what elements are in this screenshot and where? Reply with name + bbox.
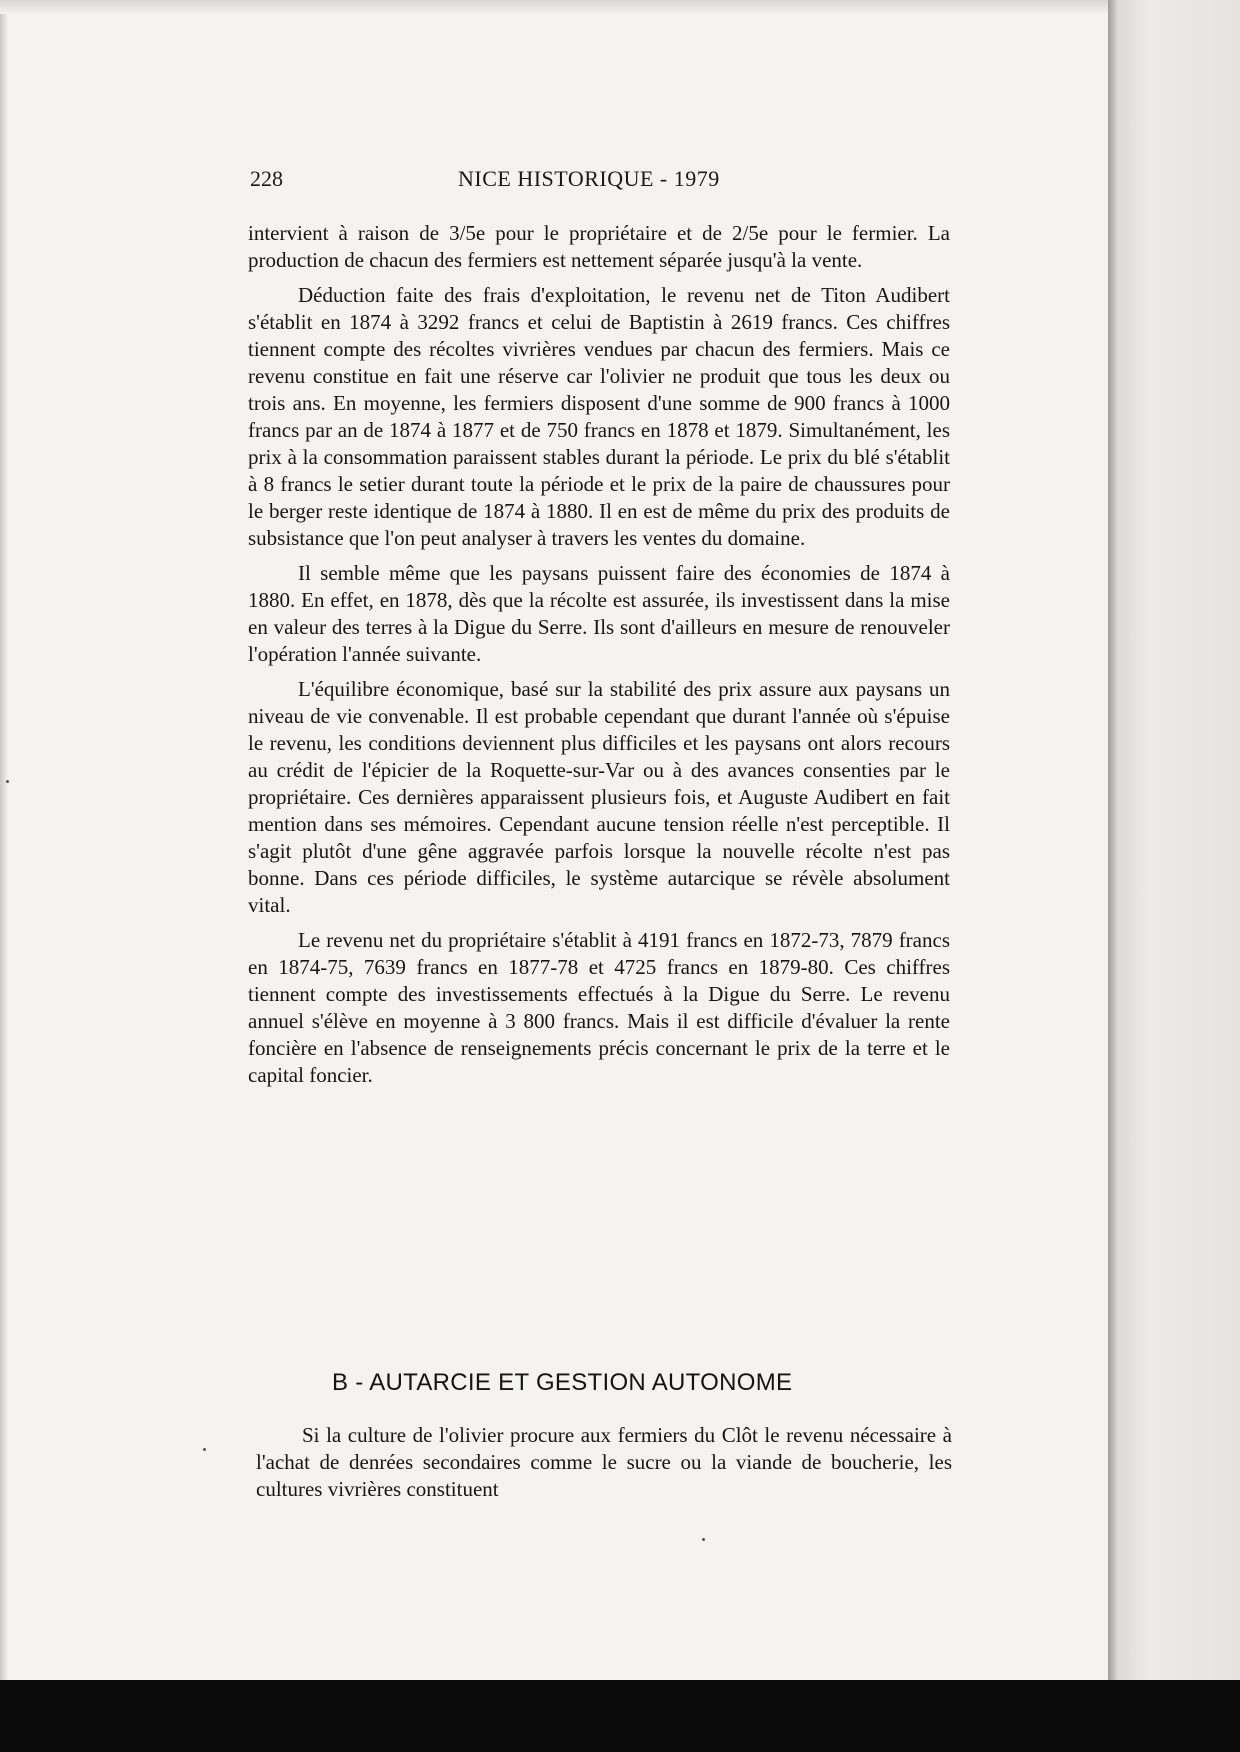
section-heading: B - AUTARCIE ET GESTION AUTONOME (332, 1369, 793, 1396)
page-number: 228 (250, 166, 283, 191)
paragraph-3: Il semble même que les paysans puissent faire des économies de 1874 à 1880. En effet, en 1878, dès que la récolte est assurée, ils investissent dans la mise en valeur des terres à la Digue du Serre. Ils sont d'ailleurs en mesure de renouveler l'opération l'année suivante. (248, 561, 950, 666)
page-header (250, 166, 970, 196)
scan-speck (702, 1538, 705, 1541)
section-paragraph: Si la culture de l'olivier procure aux fermiers du Clôt le revenu nécessaire à l'achat de denrées secondaires comme le sucre ou la viande de boucherie, les cultures vivrières constituent (256, 1423, 952, 1501)
page-left-edge (0, 0, 8, 1680)
scan-speck (203, 1448, 206, 1451)
scan-speck (6, 780, 9, 783)
facing-page-shadow (1108, 0, 1240, 1680)
paragraph-4: L'équilibre économique, basé sur la stabilité des prix assure aux paysans un niveau de vie convenable. Il est probable cependant que durant l'année où s'épuise le revenu, les conditions deviennent plus difficiles et les paysans ont alors recours au crédit de l'épicier de la Roquette-sur-Var ou à des avances consenties par le propriétaire. Ces dernières apparaissent plusieurs fois, et Auguste Audibert en fait mention dans ses mémoires. Cependant aucune tension réelle n'est perceptible. Il s'agit plutôt d'une gêne aggravée parfois lorsque la nouvelle récolte n'est pas bonne. Dans ces période difficiles, le système autarcique se révèle absolument vital. (248, 677, 950, 917)
paragraph-1: intervient à raison de 3/5e pour le propriétaire et de 2/5e pour le fermier. La production de chacun des fermiers est nettement séparée jusqu'à la vente. (248, 221, 950, 272)
running-title: NICE HISTORIQUE - 1979 (458, 166, 720, 191)
page-top-edge (0, 0, 1240, 14)
scanner-bottom-bar (0, 1680, 1240, 1752)
body-text (248, 220, 950, 1097)
section-body (256, 1422, 952, 1503)
paragraph-5: Le revenu net du propriétaire s'établit à 4191 francs en 1872-73, 7879 francs en 1874-75, 7639 francs en 1877-78 et 4725 francs en 1879-80. Ces chiffres tiennent compte des investissements effectués à la Digue du Serre. Le revenu annuel s'élève en moyenne à 3 800 francs. Mais il est difficile d'évaluer la rente foncière en l'absence de renseignements précis concernant le prix de la terre et le capital foncier. (248, 928, 950, 1087)
paragraph-2: Déduction faite des frais d'exploitation, le revenu net de Titon Audibert s'établit en 1874 à 3292 francs et celui de Baptistin à 2619 francs. Ces chiffres tiennent compte des récoltes vivrières vendues par chacun des fermiers. Mais ce revenu constitue en fait une réserve car l'olivier ne produit que tous les deux ou trois ans. En moyenne, les fermiers disposent d'une somme de 900 francs à 1000 francs par an de 1874 à 1877 et de 750 francs en 1878 et 1879. Simultanément, les prix à la consommation paraissent stables durant la période. Le prix du blé s'établit à 8 francs le setier durant toute la période et le prix de la paire de chaussures pour le berger reste identique de 1874 à 1880. Il en est de même du prix des produits de subsistance que l'on peut analyser à travers les ventes du domaine. (248, 283, 950, 550)
